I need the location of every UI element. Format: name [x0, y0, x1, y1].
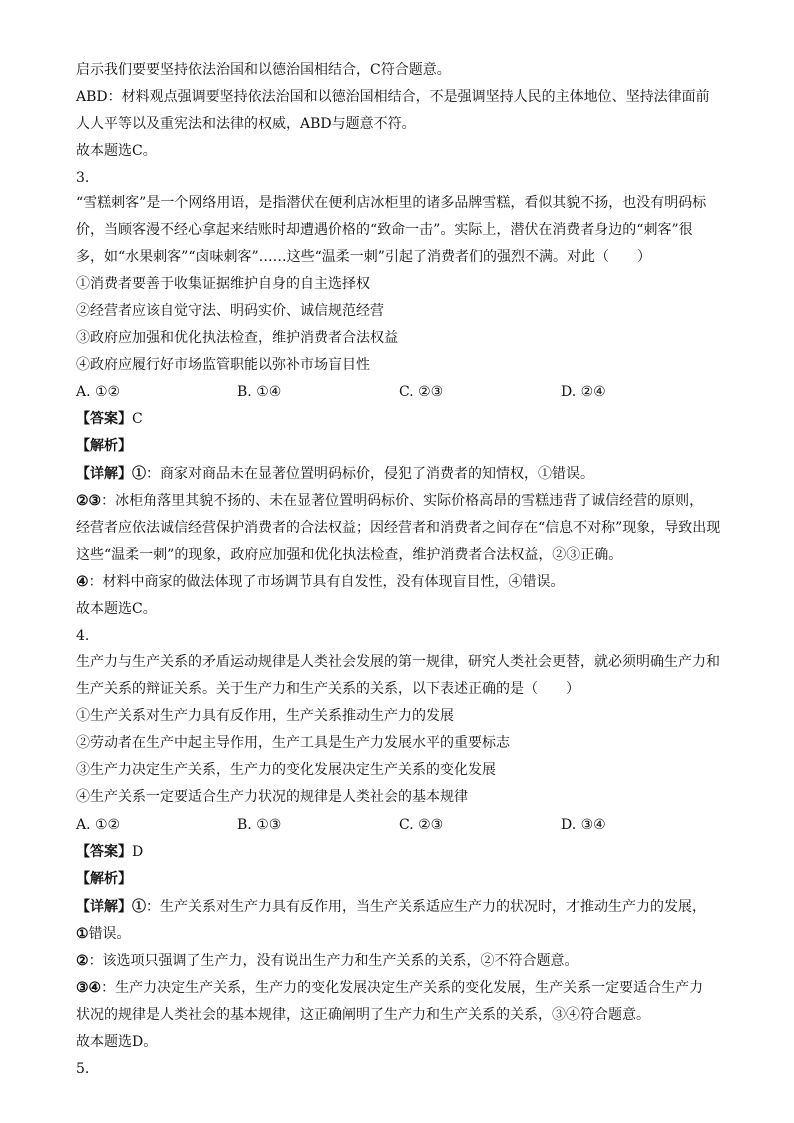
detail-label: 【详解】: [76, 466, 132, 482]
q3-stem-line: 多，如“水果刺客”“卤味刺客”……这些“温柔一刺”引起了消费者们的强烈不满。对此（ ）: [76, 249, 651, 265]
q3-number: 3.: [76, 170, 90, 186]
q3-statement: ②经营者应该自觉守法、明码实价、诚信规范经营: [76, 303, 384, 319]
q4-detail-line: ②：该选项只强调了生产力，没有说出生产力和生产关系的关系，②不符合题意。: [76, 953, 579, 969]
q3-analysis-label: 【解析】: [76, 438, 132, 454]
q4-stem-line: 生产力与生产关系的矛盾运动规律是人类社会发展的第一规律，研究人类社会更替，就必须明确生产力和: [76, 654, 720, 670]
q4-detail-line: 状况的规律是人类社会的基本规律，这正确阐明了生产力和生产关系的关系，③④符合题意。: [76, 1007, 650, 1023]
q4-conclusion: 故本题选D。: [76, 1034, 158, 1050]
q4-stem-line: 生产关系的辩证关系。关于生产力和生产关系的关系，以下表述正确的是（ ）: [76, 681, 580, 697]
answer-label: 【答案】: [76, 411, 132, 427]
answer-value: D: [132, 844, 144, 860]
answer-value: C: [132, 411, 143, 427]
q3-conclusion: 故本题选C。: [76, 601, 157, 617]
q3-option-d: D. ②④: [561, 384, 606, 400]
q4-analysis-label: 【解析】: [76, 871, 132, 887]
q2-explanation-line: ABD：材料观点强调要坚持依法治国和以德治国相结合，不是强调坚持人民的主体地位、坚持法律面前: [76, 89, 710, 105]
q3-answer: [76, 409, 143, 429]
q4-statement: ④生产关系一定要适合生产力状况的规律是人类社会的基本规律: [76, 789, 468, 805]
q4-option-c: C. ②③: [399, 817, 444, 833]
q5-number: 5.: [76, 1061, 90, 1077]
q3-detail-line: ④：材料中商家的做法体现了市场调节具有自发性，没有体现盲目性，④错误。: [76, 574, 565, 590]
detail-label: 【详解】: [76, 899, 132, 915]
q4-option-d: D. ③④: [561, 817, 606, 833]
q4-detail-line: ①错误。: [76, 926, 131, 942]
q3-statement: ①消费者要善于收集证据维护自身的自主选择权: [76, 276, 370, 292]
q3-detail-line: 【详解】①：商家对商品未在显著位置明码标价，侵犯了消费者的知情权，①错误。: [76, 466, 594, 482]
q2-explanation-line: 启示我们要要坚持依法治国和以德治国相结合，C符合题意。: [76, 62, 451, 78]
q3-option-b: B. ①④: [237, 384, 282, 400]
q2-explanation-line: 人人平等以及重宪法和法律的权威，ABD与题意不符。: [76, 116, 416, 132]
q3-detail-line: 经营者应依法诚信经营保护消费者的合法权益；因经营者和消费者之间存在“信息不对称”现象，导致出现: [76, 520, 721, 536]
q3-stem-line: 价，当顾客漫不经心拿起来结账时却遭遇价格的“致命一击”。实际上，潜伏在消费者身边的“刺客”很: [76, 222, 693, 238]
q3-statement: ④政府应履行好市场监管职能以弥补市场盲目性: [76, 357, 370, 373]
q4-option-b: B. ①③: [237, 817, 282, 833]
q4-statement: ①生产关系对生产力具有反作用，生产关系推动生产力的发展: [76, 708, 454, 724]
q4-statement: ②劳动者在生产中起主导作用，生产工具是生产力发展水平的重要标志: [76, 735, 510, 751]
q3-stem-line: “雪糕刺客”是一个网络用语，是指潜伏在便利店冰柜里的诸多品牌雪糕，看似其貌不扬，也没有明码标: [76, 195, 707, 211]
q3-option-a: A. ①②: [76, 384, 121, 400]
answer-label: 【答案】: [76, 844, 132, 860]
q3-detail-line: ②③：冰柜角落里其貌不扬的、未在显著位置明码标价、实际价格高昂的雪糕违背了诚信经营的原则，: [76, 493, 704, 509]
q2-conclusion: 故本题选C。: [76, 143, 157, 159]
q4-detail-line: ③④：生产力决定生产关系，生产力的变化发展决定生产关系的变化发展，生产关系一定要适合生产力: [76, 980, 704, 996]
q3-option-c: C. ②③: [399, 384, 444, 400]
q3-statement: ③政府应加强和优化执法检查，维护消费者合法权益: [76, 330, 398, 346]
q4-number: 4.: [76, 628, 90, 644]
q3-detail-line: 这些“温柔一刺”的现象，政府应加强和优化执法检查，维护消费者合法权益，②③正确。: [76, 547, 623, 563]
q4-answer: [76, 842, 143, 862]
q4-statement: ③生产力决定生产关系，生产力的变化发展决定生产关系的变化发展: [76, 762, 496, 778]
q4-detail-line: 【详解】①：生产关系对生产力具有反作用，当生产关系适应生产力的状况时，才推动生产力的发展，: [76, 899, 706, 915]
q4-option-a: A. ①②: [76, 817, 121, 833]
